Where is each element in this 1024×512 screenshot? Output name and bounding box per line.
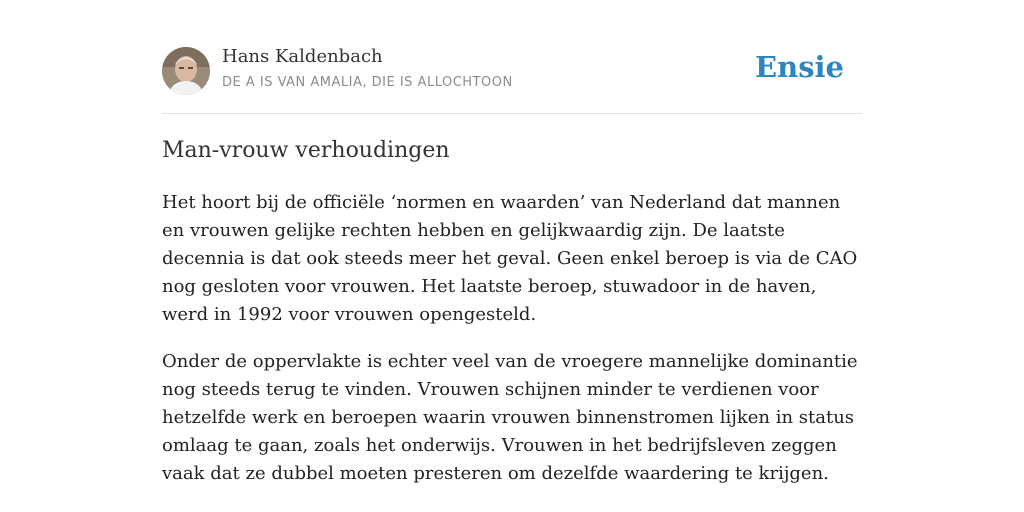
page-content bbox=[162, 0, 862, 484]
article-title: Man-vrouw verhoudingen bbox=[162, 138, 450, 163]
ensie-logo[interactable]: Ensie bbox=[755, 50, 844, 84]
article-paragraph-2: Onder de oppervlakte is echter veel van de vroegere mannelijke dominantie nog steeds terug te vinden. Vrouwen schijnen minder te verdienen voor hetzelfde werk en beroepen waarin vrouwen binnenstromen lijken in status omlaag te gaan, zoals het onderwijs. Vrouwen in het bedrijfsleven zeggen vaak dat ze dubbel moeten presteren om dezelfde waardering te krijgen. bbox=[162, 351, 858, 484]
article-paragraph-1: Het hoort bij de officiële ‘normen en waarden’ van Nederland dat mannen en vrouwen gelijke rechten hebben en gelijkwaardig zijn. De laatste decennia is dat ook steeds meer het geval. Geen enkel beroep is via de CAO nog gesloten voor vrouwen. Het laatste beroep, stuwadoor in de haven, werd in 1992 voor vrouwen opengesteld. bbox=[162, 192, 858, 325]
author-subtitle[interactable]: DE A IS VAN AMALIA, DIE IS ALLOCHTOON bbox=[222, 75, 513, 90]
author-header bbox=[162, 0, 862, 114]
author-name[interactable]: Hans Kaldenbach bbox=[222, 46, 383, 67]
author-avatar[interactable] bbox=[162, 47, 210, 95]
